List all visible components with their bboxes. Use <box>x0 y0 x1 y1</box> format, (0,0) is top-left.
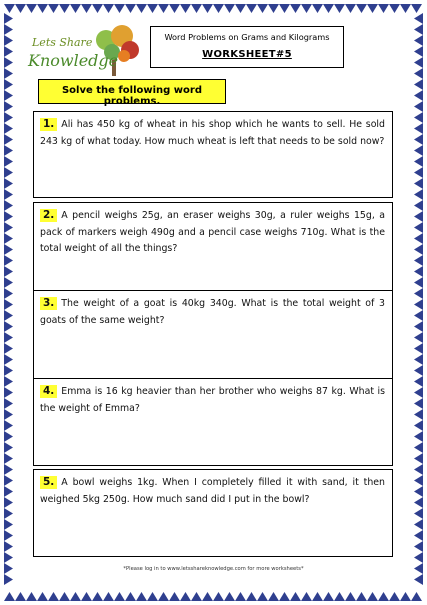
border-right <box>414 13 423 585</box>
border-triangle <box>4 409 13 420</box>
border-triangle <box>414 57 423 68</box>
worksheet-subtitle: Word Problems on Grams and Kilograms <box>164 32 330 42</box>
border-triangle <box>414 376 423 387</box>
border-triangle <box>279 4 290 13</box>
border-triangle <box>414 541 423 552</box>
border-triangle <box>414 244 423 255</box>
border-triangle <box>4 200 13 211</box>
question-box-2 <box>33 202 393 292</box>
border-triangle <box>414 266 423 277</box>
worksheet-title: WORKSHEET#5 <box>202 49 292 60</box>
border-triangle <box>4 178 13 189</box>
border-triangle <box>414 321 423 332</box>
border-triangle <box>4 508 13 519</box>
border-triangle <box>4 112 13 123</box>
border-triangle <box>103 4 114 13</box>
border-triangle <box>4 420 13 431</box>
border-triangle <box>4 46 13 57</box>
logo <box>26 22 146 82</box>
border-triangle <box>15 4 26 13</box>
border-triangle <box>213 4 224 13</box>
border-triangle <box>114 592 125 601</box>
border-triangle <box>4 255 13 266</box>
question-number: 2. <box>40 209 57 222</box>
border-triangle <box>414 233 423 244</box>
border-triangle <box>92 4 103 13</box>
border-triangle <box>4 464 13 475</box>
border-triangle <box>414 530 423 541</box>
border-triangle <box>4 68 13 79</box>
border-triangle <box>400 4 411 13</box>
border-triangle <box>224 592 235 601</box>
border-triangle <box>4 574 13 585</box>
question-number: 4. <box>40 385 57 398</box>
border-triangle <box>414 35 423 46</box>
border-triangle <box>4 442 13 453</box>
border-triangle <box>158 4 169 13</box>
question-text: Ali has 450 kg of wheat in his shop which he wants to sell. He sold 243 kg of what today. How much wheat is left that needs to be sold now? <box>40 119 385 147</box>
border-triangle <box>158 592 169 601</box>
border-triangle <box>414 222 423 233</box>
border-triangle <box>367 592 378 601</box>
border-triangle <box>414 365 423 376</box>
border-triangle <box>414 519 423 530</box>
border-triangle <box>301 4 312 13</box>
border-triangle <box>4 354 13 365</box>
border-triangle <box>414 552 423 563</box>
border-triangle <box>4 90 13 101</box>
border-triangle <box>4 530 13 541</box>
border-triangle <box>414 497 423 508</box>
border-triangle <box>81 4 92 13</box>
border-triangle <box>92 592 103 601</box>
border-triangle <box>414 145 423 156</box>
border-triangle <box>414 200 423 211</box>
border-triangle <box>334 592 345 601</box>
border-triangle <box>414 475 423 486</box>
border-triangle <box>414 354 423 365</box>
border-triangle <box>70 592 81 601</box>
border-triangle <box>4 475 13 486</box>
border-triangle <box>414 156 423 167</box>
logo-text-line1: Lets Share <box>32 36 93 49</box>
border-triangle <box>301 592 312 601</box>
question-number: 5. <box>40 476 57 489</box>
border-triangle <box>414 189 423 200</box>
border-triangle <box>169 4 180 13</box>
border-triangle <box>414 46 423 57</box>
border-triangle <box>4 189 13 200</box>
border-triangle <box>4 79 13 90</box>
question-number: 1. <box>40 118 57 131</box>
border-triangle <box>48 4 59 13</box>
logo-text-line2: Knowledge <box>28 51 119 70</box>
border-triangle <box>4 134 13 145</box>
border-triangle <box>4 145 13 156</box>
border-triangle <box>136 4 147 13</box>
border-triangle <box>414 387 423 398</box>
border-triangle <box>125 592 136 601</box>
border-triangle <box>4 288 13 299</box>
border-triangle <box>103 592 114 601</box>
question-text: A bowl weighs 1kg. When I completely filled it with sand, it then weighed 5kg 250g. How much sand did I put in the bowl? <box>40 477 385 505</box>
border-triangle <box>378 592 389 601</box>
worksheet-header <box>150 26 344 68</box>
question-3 <box>34 291 392 329</box>
border-triangle <box>414 431 423 442</box>
border-triangle <box>37 592 48 601</box>
border-triangle <box>257 592 268 601</box>
border-triangle <box>4 497 13 508</box>
border-triangle <box>4 365 13 376</box>
border-triangle <box>356 4 367 13</box>
border-triangle <box>414 101 423 112</box>
border-triangle <box>323 4 334 13</box>
border-triangle <box>4 398 13 409</box>
border-triangle <box>414 178 423 189</box>
border-triangle <box>114 4 125 13</box>
border-triangle <box>411 592 422 601</box>
border-triangle <box>389 4 400 13</box>
question-2 <box>34 203 392 258</box>
question-box-1 <box>33 111 393 198</box>
border-triangle <box>414 574 423 585</box>
border-triangle <box>414 288 423 299</box>
border-triangle <box>4 35 13 46</box>
footer-note: *Please log in to www.letsshareknowledge.com for more worksheets* <box>123 566 304 572</box>
border-triangle <box>4 387 13 398</box>
border-triangle <box>4 101 13 112</box>
border-triangle <box>15 592 26 601</box>
border-triangle <box>4 343 13 354</box>
question-text: Emma is 16 kg heavier than her brother who weighs 87 kg. What is the weight of Emma? <box>40 386 385 414</box>
border-triangle <box>414 442 423 453</box>
border-triangle <box>414 453 423 464</box>
border-triangle <box>312 592 323 601</box>
border-triangle <box>26 592 37 601</box>
border-triangle <box>246 4 257 13</box>
border-triangle <box>414 464 423 475</box>
border-triangle <box>367 4 378 13</box>
question-4 <box>34 379 392 417</box>
border-triangle <box>4 486 13 497</box>
border-triangle <box>59 4 70 13</box>
border-triangle <box>414 13 423 24</box>
border-triangle <box>235 4 246 13</box>
border-triangle <box>147 4 158 13</box>
border-triangle <box>4 321 13 332</box>
border-triangle <box>378 4 389 13</box>
question-box-4 <box>33 378 393 466</box>
border-triangle <box>400 592 411 601</box>
question-1 <box>34 112 392 150</box>
border-triangle <box>257 4 268 13</box>
border-triangle <box>414 255 423 266</box>
border-triangle <box>414 486 423 497</box>
border-triangle <box>4 592 15 601</box>
border-triangle <box>136 592 147 601</box>
border-triangle <box>414 310 423 321</box>
border-triangle <box>414 112 423 123</box>
border-triangle <box>48 592 59 601</box>
border-triangle <box>4 541 13 552</box>
border-triangle <box>4 552 13 563</box>
border-triangle <box>213 592 224 601</box>
border-triangle <box>345 4 356 13</box>
border-triangle <box>279 592 290 601</box>
border-triangle <box>37 4 48 13</box>
question-box-3 <box>33 290 393 379</box>
border-triangle <box>414 79 423 90</box>
border-triangle <box>414 409 423 420</box>
border-triangle <box>191 592 202 601</box>
border-triangle <box>81 592 92 601</box>
border-triangle <box>389 592 400 601</box>
border-triangle <box>4 13 13 24</box>
border-triangle <box>202 4 213 13</box>
border-triangle <box>224 4 235 13</box>
border-triangle <box>147 592 158 601</box>
border-triangle <box>4 156 13 167</box>
border-triangle <box>4 453 13 464</box>
border-triangle <box>323 592 334 601</box>
border-triangle <box>4 332 13 343</box>
question-5 <box>34 470 392 508</box>
border-triangle <box>414 508 423 519</box>
border-triangle <box>180 592 191 601</box>
border-triangle <box>4 24 13 35</box>
border-triangle <box>4 167 13 178</box>
border-triangle <box>4 57 13 68</box>
question-text: The weight of a goat is 40kg 340g. What is the total weight of 3 goats of the same weight? <box>40 298 385 326</box>
border-triangle <box>4 222 13 233</box>
border-top <box>4 4 422 13</box>
question-box-5 <box>33 469 393 557</box>
border-triangle <box>414 134 423 145</box>
border-triangle <box>4 299 13 310</box>
border-triangle <box>290 592 301 601</box>
instruction-box <box>38 79 226 107</box>
border-triangle <box>334 4 345 13</box>
border-triangle <box>125 4 136 13</box>
border-triangle <box>356 592 367 601</box>
border-triangle <box>191 4 202 13</box>
border-triangle <box>414 277 423 288</box>
border-triangle <box>235 592 246 601</box>
border-left <box>4 13 13 585</box>
border-triangle <box>414 68 423 79</box>
border-triangle <box>268 592 279 601</box>
border-triangle <box>345 592 356 601</box>
border-triangle <box>169 592 180 601</box>
border-triangle <box>4 376 13 387</box>
border-triangle <box>4 244 13 255</box>
instruction-text: Solve the following word problems. <box>61 85 202 107</box>
border-triangle <box>414 299 423 310</box>
border-triangle <box>4 519 13 530</box>
border-triangle <box>4 277 13 288</box>
border-triangle <box>246 592 257 601</box>
border-bottom <box>4 592 422 601</box>
border-triangle <box>4 123 13 134</box>
border-triangle <box>4 266 13 277</box>
question-text: A pencil weighs 25g, an eraser weighs 30g, a ruler weighs 15g, a pack of markers weigh 490g and a pencil case weighs 710g. What is the total weight of all the things? <box>40 210 385 254</box>
border-triangle <box>290 4 301 13</box>
border-triangle <box>268 4 279 13</box>
border-triangle <box>180 4 191 13</box>
border-triangle <box>202 592 213 601</box>
border-triangle <box>4 431 13 442</box>
border-triangle <box>414 123 423 134</box>
border-triangle <box>70 4 81 13</box>
border-triangle <box>59 592 70 601</box>
border-triangle <box>414 167 423 178</box>
border-triangle <box>414 420 423 431</box>
border-triangle <box>414 343 423 354</box>
border-triangle <box>414 332 423 343</box>
border-triangle <box>414 90 423 101</box>
border-triangle <box>4 233 13 244</box>
border-triangle <box>26 4 37 13</box>
border-triangle <box>414 211 423 222</box>
border-triangle <box>4 4 15 13</box>
border-triangle <box>414 398 423 409</box>
border-triangle <box>411 4 422 13</box>
border-triangle <box>4 310 13 321</box>
border-triangle <box>4 211 13 222</box>
border-triangle <box>312 4 323 13</box>
question-number: 3. <box>40 297 57 310</box>
border-triangle <box>414 24 423 35</box>
